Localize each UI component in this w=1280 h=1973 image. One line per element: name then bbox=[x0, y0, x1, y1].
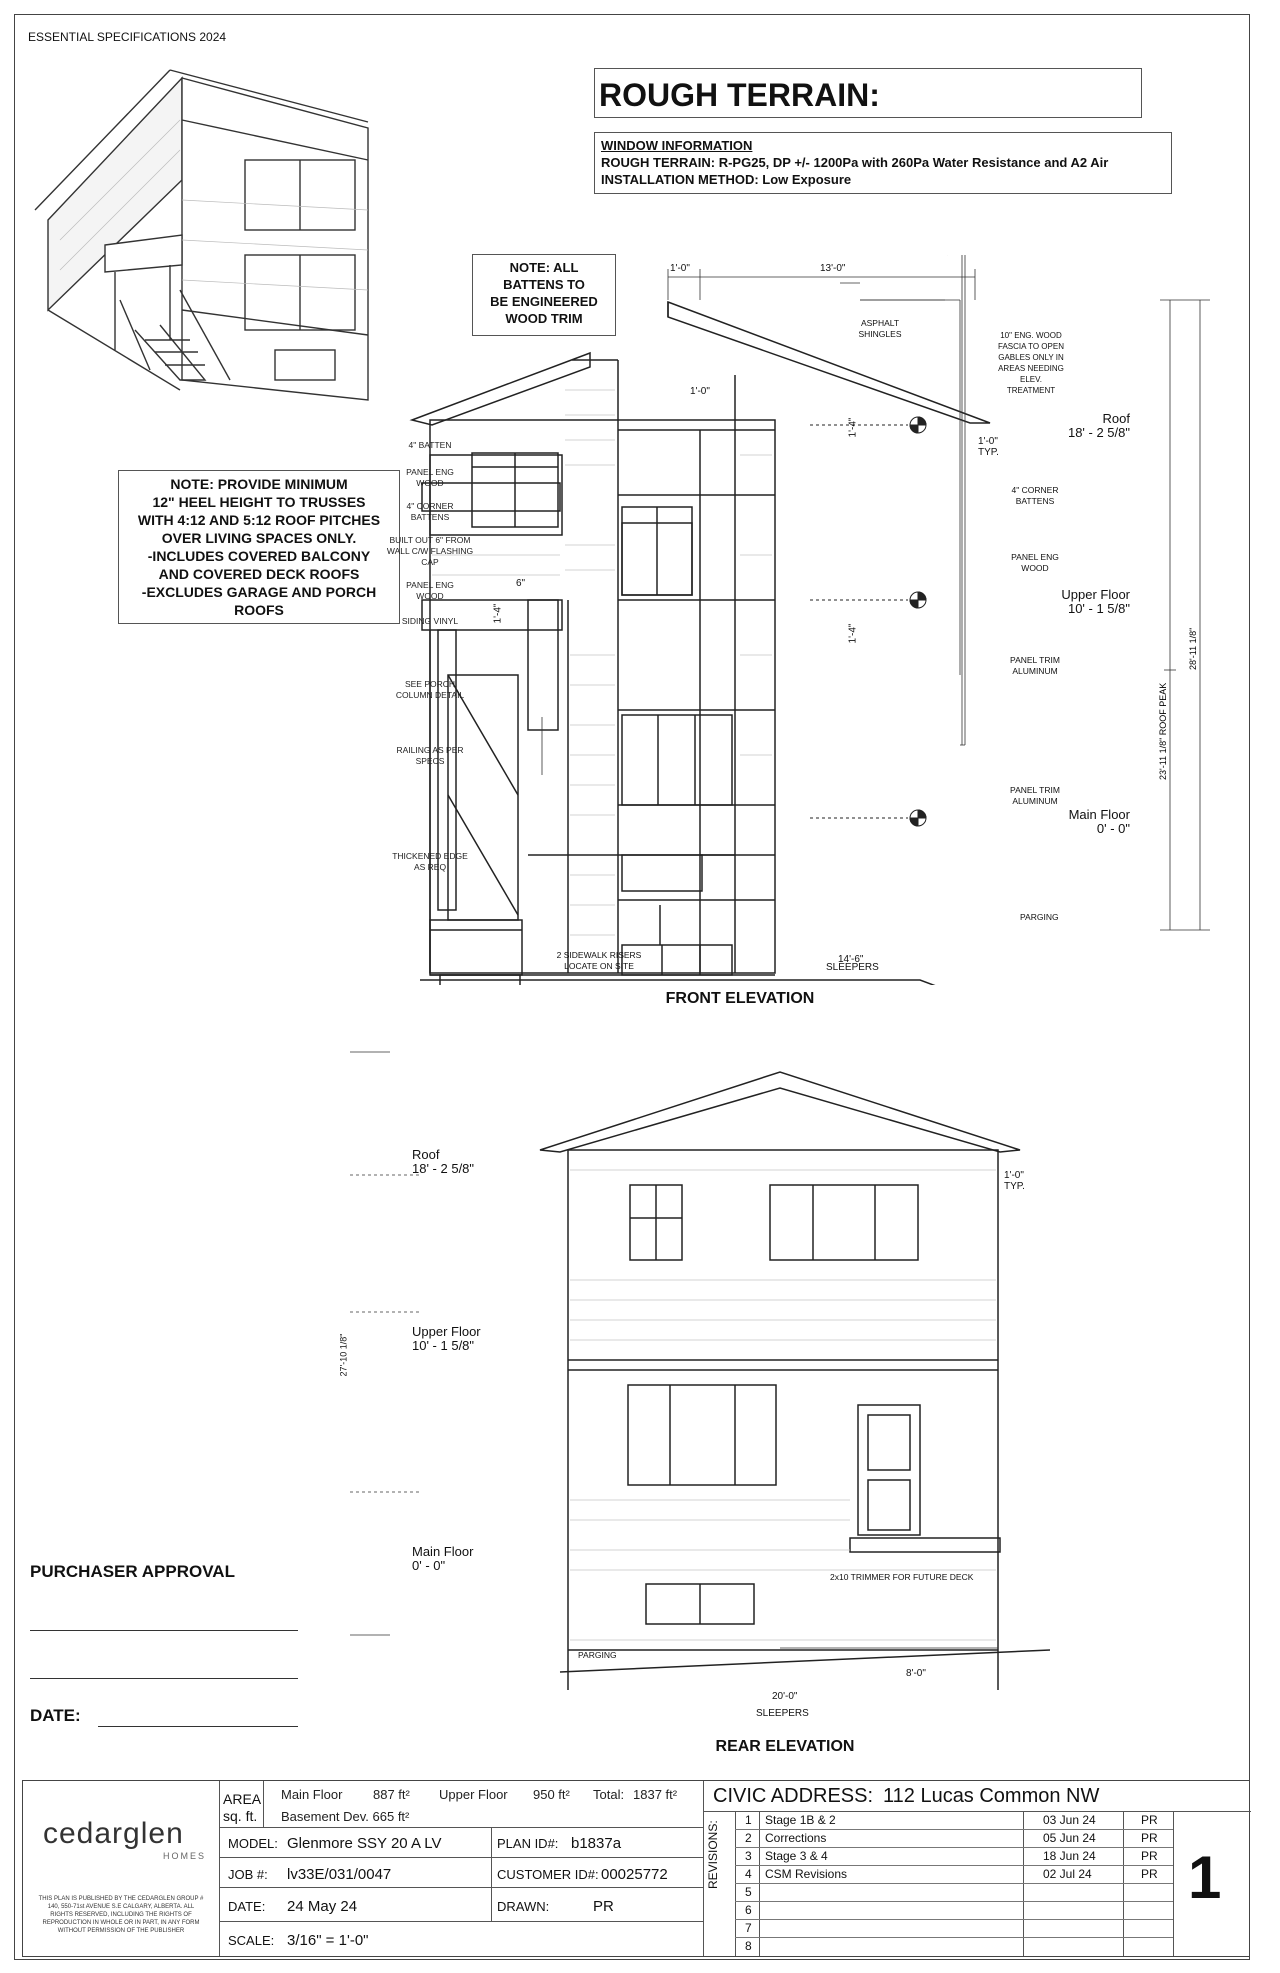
label: THICKENED EDGE bbox=[392, 851, 468, 861]
level-name: Roof bbox=[1102, 411, 1130, 426]
rev-no: 6 bbox=[745, 1903, 752, 1917]
rear-dim-eight: 8'-0" bbox=[906, 1668, 926, 1679]
label: GABLES ONLY IN bbox=[998, 353, 1064, 362]
total-value: 1837 ft² bbox=[633, 1787, 678, 1802]
heel-note-line: ROOFS bbox=[234, 602, 284, 618]
rev-by: PR bbox=[1141, 1831, 1158, 1845]
label: BATTENS bbox=[410, 512, 450, 522]
customer-id-label: CUSTOMER ID#: bbox=[497, 1867, 599, 1882]
window-info-box bbox=[594, 132, 1172, 194]
rear-level-main bbox=[412, 1545, 473, 1573]
rev-date: 05 Jun 24 bbox=[1043, 1831, 1096, 1845]
label: LOCATE ON SITE bbox=[564, 961, 634, 971]
front-peak-dim-b: 28'-11 1/8" bbox=[1188, 627, 1198, 670]
signature-line-2[interactable] bbox=[30, 1678, 298, 1679]
main-floor-label: Main Floor bbox=[281, 1787, 343, 1802]
label: WOOD bbox=[416, 478, 444, 488]
civic-address-label: CIVIC ADDRESS: bbox=[713, 1785, 874, 1807]
rear-level-upper bbox=[412, 1325, 481, 1353]
label: RAILING AS PER bbox=[396, 745, 464, 755]
heel-height-note bbox=[118, 470, 400, 624]
front-dim-bottom: 14'-6" bbox=[838, 954, 864, 965]
label: COLUMN DETAIL bbox=[395, 690, 465, 700]
heel-note-line: AND COVERED DECK ROOFS bbox=[158, 566, 360, 582]
rev-no: 3 bbox=[745, 1849, 752, 1863]
front-dim-typ: 1'-0" TYP. bbox=[978, 436, 999, 458]
date-value: 24 May 24 bbox=[287, 1898, 358, 1915]
brand-logo-text: cedarglen bbox=[43, 1817, 184, 1850]
terrain-title: ROUGH TERRAIN: bbox=[599, 77, 880, 113]
upper-floor-label: Upper Floor bbox=[439, 1787, 508, 1802]
window-info-line-2: INSTALLATION METHOD: Low Exposure bbox=[601, 172, 852, 187]
plan-id-value: b1837a bbox=[571, 1835, 622, 1852]
front-left-labels bbox=[380, 440, 480, 873]
label: 4" CORNER bbox=[406, 501, 454, 511]
job-value: lv33E/031/0047 bbox=[287, 1866, 392, 1883]
disclaimer bbox=[31, 1895, 211, 1935]
level-name: Upper Floor bbox=[1061, 587, 1130, 602]
rear-parging: PARGING bbox=[578, 1650, 617, 1660]
front-label-fascia bbox=[988, 330, 1074, 396]
heel-note-line: OVER LIVING SPACES ONLY. bbox=[161, 530, 357, 546]
label: WOOD bbox=[1021, 563, 1049, 573]
level-name: Roof bbox=[412, 1147, 440, 1162]
window-info-line-1: ROUGH TERRAIN: R-PG25, DP +/- 1200Pa with 260Pa Water Resistance and A2 Air bbox=[601, 155, 1109, 170]
sheet-number: 1 bbox=[1188, 1844, 1222, 1911]
rev-no: 2 bbox=[745, 1831, 752, 1845]
rev-date: 03 Jun 24 bbox=[1043, 1813, 1096, 1827]
level-value: 10' - 1 5/8" bbox=[412, 1338, 475, 1353]
house-perspective-sketch bbox=[30, 60, 390, 440]
rear-elevation-drawing bbox=[350, 1050, 1050, 1690]
drawn-value: PR bbox=[593, 1898, 614, 1915]
label: PANEL TRIM bbox=[1010, 785, 1060, 795]
rev-no: 8 bbox=[745, 1939, 752, 1953]
rev-by: PR bbox=[1141, 1867, 1158, 1881]
label: ELEV. bbox=[1020, 375, 1042, 384]
total-label: Total: bbox=[593, 1787, 625, 1802]
front-dim-width: 13'-0" bbox=[820, 263, 846, 274]
front-elevation-title: FRONT ELEVATION bbox=[665, 990, 815, 1007]
label: 2 SIDEWALK RISERS bbox=[556, 950, 642, 960]
front-level-main bbox=[1030, 808, 1130, 836]
level-value: 18' - 2 5/8" bbox=[1067, 425, 1130, 440]
heel-note-line: 12" HEEL HEIGHT TO TRUSSES bbox=[152, 494, 366, 510]
title-block bbox=[22, 1780, 1250, 1957]
plan-id-label: PLAN ID#: bbox=[497, 1836, 559, 1851]
level-value: 18' - 2 5/8" bbox=[412, 1161, 475, 1176]
rear-dim-typ: 1'-0" TYP. bbox=[1004, 1170, 1025, 1192]
approval-date-line[interactable] bbox=[98, 1726, 298, 1727]
battens-note-line: WOOD TRIM bbox=[505, 311, 583, 326]
rear-elevation-title: REAR ELEVATION bbox=[715, 1738, 855, 1755]
rev-desc: Stage 1B & 2 bbox=[765, 1813, 836, 1827]
front-elevation-drawing bbox=[400, 255, 1230, 985]
label: 4" BATTEN bbox=[408, 440, 452, 450]
front-label-panel-eng bbox=[1000, 552, 1070, 574]
rev-no: 7 bbox=[745, 1921, 752, 1935]
front-label-panel-trim-2 bbox=[1000, 785, 1070, 807]
battens-note-line: NOTE: ALL bbox=[509, 260, 579, 275]
purchaser-approval-title: PURCHASER APPROVAL bbox=[30, 1562, 235, 1581]
front-peak-dim-a: 23'-11 1/8" ROOF PEAK bbox=[1158, 682, 1168, 780]
label: TREATMENT bbox=[1006, 386, 1056, 395]
label: SHINGLES bbox=[858, 329, 902, 339]
revisions-label: REVISIONS: bbox=[706, 1820, 720, 1889]
rear-level-roof bbox=[412, 1148, 474, 1176]
front-level-upper bbox=[1030, 588, 1130, 616]
heel-note-line: NOTE: PROVIDE MINIMUM bbox=[170, 476, 348, 492]
level-value: 0' - 0" bbox=[1096, 821, 1130, 836]
label: FASCIA TO OPEN bbox=[998, 342, 1064, 351]
label: PANEL TRIM bbox=[1010, 655, 1060, 665]
rev-desc: Corrections bbox=[765, 1831, 827, 1845]
heel-note-line: -EXCLUDES GARAGE AND PORCH bbox=[141, 584, 377, 600]
rear-dim-height: 27'-10 1/8" bbox=[338, 1333, 349, 1377]
rear-trimmer-note: 2x10 TRIMMER FOR FUTURE DECK bbox=[830, 1572, 974, 1582]
label: BATTENS bbox=[1015, 496, 1055, 506]
model-value: Glenmore SSY 20 A LV bbox=[287, 1835, 442, 1852]
customer-id-value: 00025772 bbox=[601, 1866, 668, 1883]
front-dim-overhang: 1'-0" bbox=[670, 263, 690, 274]
front-dim-h1: 1'-4" bbox=[847, 417, 859, 438]
label: ASPHALT bbox=[860, 318, 900, 328]
scale-value: 3/16" = 1'-0" bbox=[287, 1932, 369, 1949]
battens-note-line: BE ENGINEERED bbox=[490, 294, 598, 309]
rev-no: 4 bbox=[745, 1867, 752, 1881]
front-label-parging: PARGING bbox=[1020, 912, 1059, 922]
model-label: MODEL: bbox=[228, 1836, 278, 1851]
main-floor-value: 887 ft² bbox=[373, 1787, 410, 1802]
heel-note-line: -INCLUDES COVERED BALCONY bbox=[147, 548, 371, 564]
front-dim-small: 1'-0" bbox=[690, 386, 710, 397]
label: AREAS NEEDING bbox=[998, 364, 1064, 373]
rev-no: 1 bbox=[745, 1813, 752, 1827]
rear-dim-sleepers: SLEEPERS bbox=[756, 1708, 809, 1719]
signature-line-1[interactable] bbox=[30, 1630, 298, 1631]
front-dim-h2: 1'-4" bbox=[847, 623, 859, 644]
level-name: Main Floor bbox=[1068, 807, 1130, 822]
label: 4" CORNER bbox=[1011, 485, 1059, 495]
brand-sub-text: HOMES bbox=[163, 1851, 207, 1861]
label: ALUMINUM bbox=[1012, 796, 1058, 806]
front-label-asphalt bbox=[840, 318, 920, 340]
label: AS REQ bbox=[413, 862, 447, 872]
rev-desc: CSM Revisions bbox=[765, 1867, 848, 1881]
label: ALUMINUM bbox=[1012, 666, 1058, 676]
label: SEE PORCH bbox=[404, 679, 456, 689]
heel-note-line: WITH 4:12 AND 5:12 ROOF PITCHES bbox=[137, 512, 381, 528]
disclaimer-line: 140, 550-71st AVENUE S.E CALGARY, ALBERTA. ALL bbox=[47, 1904, 195, 1910]
label: PANEL ENG bbox=[1011, 552, 1059, 562]
level-name: Main Floor bbox=[412, 1544, 474, 1559]
disclaimer-line: WITHOUT PERMISSION OF THE PUBLISHER bbox=[57, 1928, 185, 1934]
approval-date-label: DATE: bbox=[30, 1706, 81, 1725]
label: WOOD bbox=[416, 591, 444, 601]
drawn-label: DRAWN: bbox=[497, 1899, 550, 1914]
disclaimer-line: RIGHTS RESERVED, INCLUDING THE RIGHTS OF bbox=[50, 1912, 192, 1918]
spec-title: ESSENTIAL SPECIFICATIONS 2024 bbox=[28, 30, 227, 44]
disclaimer-line: REPRODUCTION IN WHOLE OR IN PART, IN ANY FORM bbox=[42, 1920, 200, 1926]
window-info-heading: WINDOW INFORMATION bbox=[601, 138, 753, 153]
rev-date: 18 Jun 24 bbox=[1043, 1849, 1096, 1863]
rev-by: PR bbox=[1141, 1849, 1158, 1863]
basement-dev: Basement Dev. 665 ft² bbox=[281, 1809, 410, 1824]
front-dim-h3: 1'-4" bbox=[492, 603, 504, 624]
area-label: AREA bbox=[223, 1791, 262, 1807]
disclaimer-line: THIS PLAN IS PUBLISHED BY THE CEDARGLEN GROUP # bbox=[38, 1896, 204, 1902]
upper-floor-value: 950 ft² bbox=[533, 1787, 570, 1802]
terrain-title-box bbox=[594, 68, 1142, 118]
scale-label: SCALE: bbox=[228, 1933, 275, 1948]
level-value: 10' - 1 5/8" bbox=[1067, 601, 1130, 616]
front-label-panel-trim-1 bbox=[1000, 655, 1070, 677]
label: WALL C/W FLASHING bbox=[386, 546, 474, 556]
label: SPECS bbox=[415, 756, 445, 766]
label: BUILT OUT 6" FROM bbox=[389, 535, 471, 545]
label: PANEL ENG bbox=[406, 467, 454, 477]
sqft-label: sq. ft. bbox=[223, 1808, 258, 1824]
rev-no: 5 bbox=[745, 1885, 752, 1899]
rev-desc: Stage 3 & 4 bbox=[765, 1849, 828, 1863]
label: 10" ENG. WOOD bbox=[1000, 331, 1062, 340]
rev-date: 02 Jul 24 bbox=[1043, 1867, 1092, 1881]
sidewalk-risers-note bbox=[544, 950, 654, 972]
level-value: 0' - 0" bbox=[412, 1558, 446, 1573]
label: SIDING VINYL bbox=[401, 616, 459, 626]
job-label: JOB #: bbox=[228, 1867, 268, 1882]
civic-address-value: 112 Lucas Common NW bbox=[883, 1785, 1100, 1807]
front-overall-dimensions bbox=[1150, 290, 1220, 940]
front-level-roof bbox=[1040, 412, 1130, 440]
level-name: Upper Floor bbox=[412, 1324, 481, 1339]
rear-dim-bottom: 20'-0" bbox=[772, 1691, 798, 1702]
front-label-corner-battens bbox=[1000, 485, 1070, 507]
label: CAP bbox=[421, 557, 439, 567]
front-dim-sleepers: SLEEPERS bbox=[826, 962, 879, 973]
front-dim-six: 6" bbox=[516, 578, 526, 589]
label: PANEL ENG bbox=[406, 580, 454, 590]
rev-by: PR bbox=[1141, 1813, 1158, 1827]
date-label: DATE: bbox=[228, 1899, 266, 1914]
battens-note-line: BATTENS TO bbox=[503, 277, 585, 292]
